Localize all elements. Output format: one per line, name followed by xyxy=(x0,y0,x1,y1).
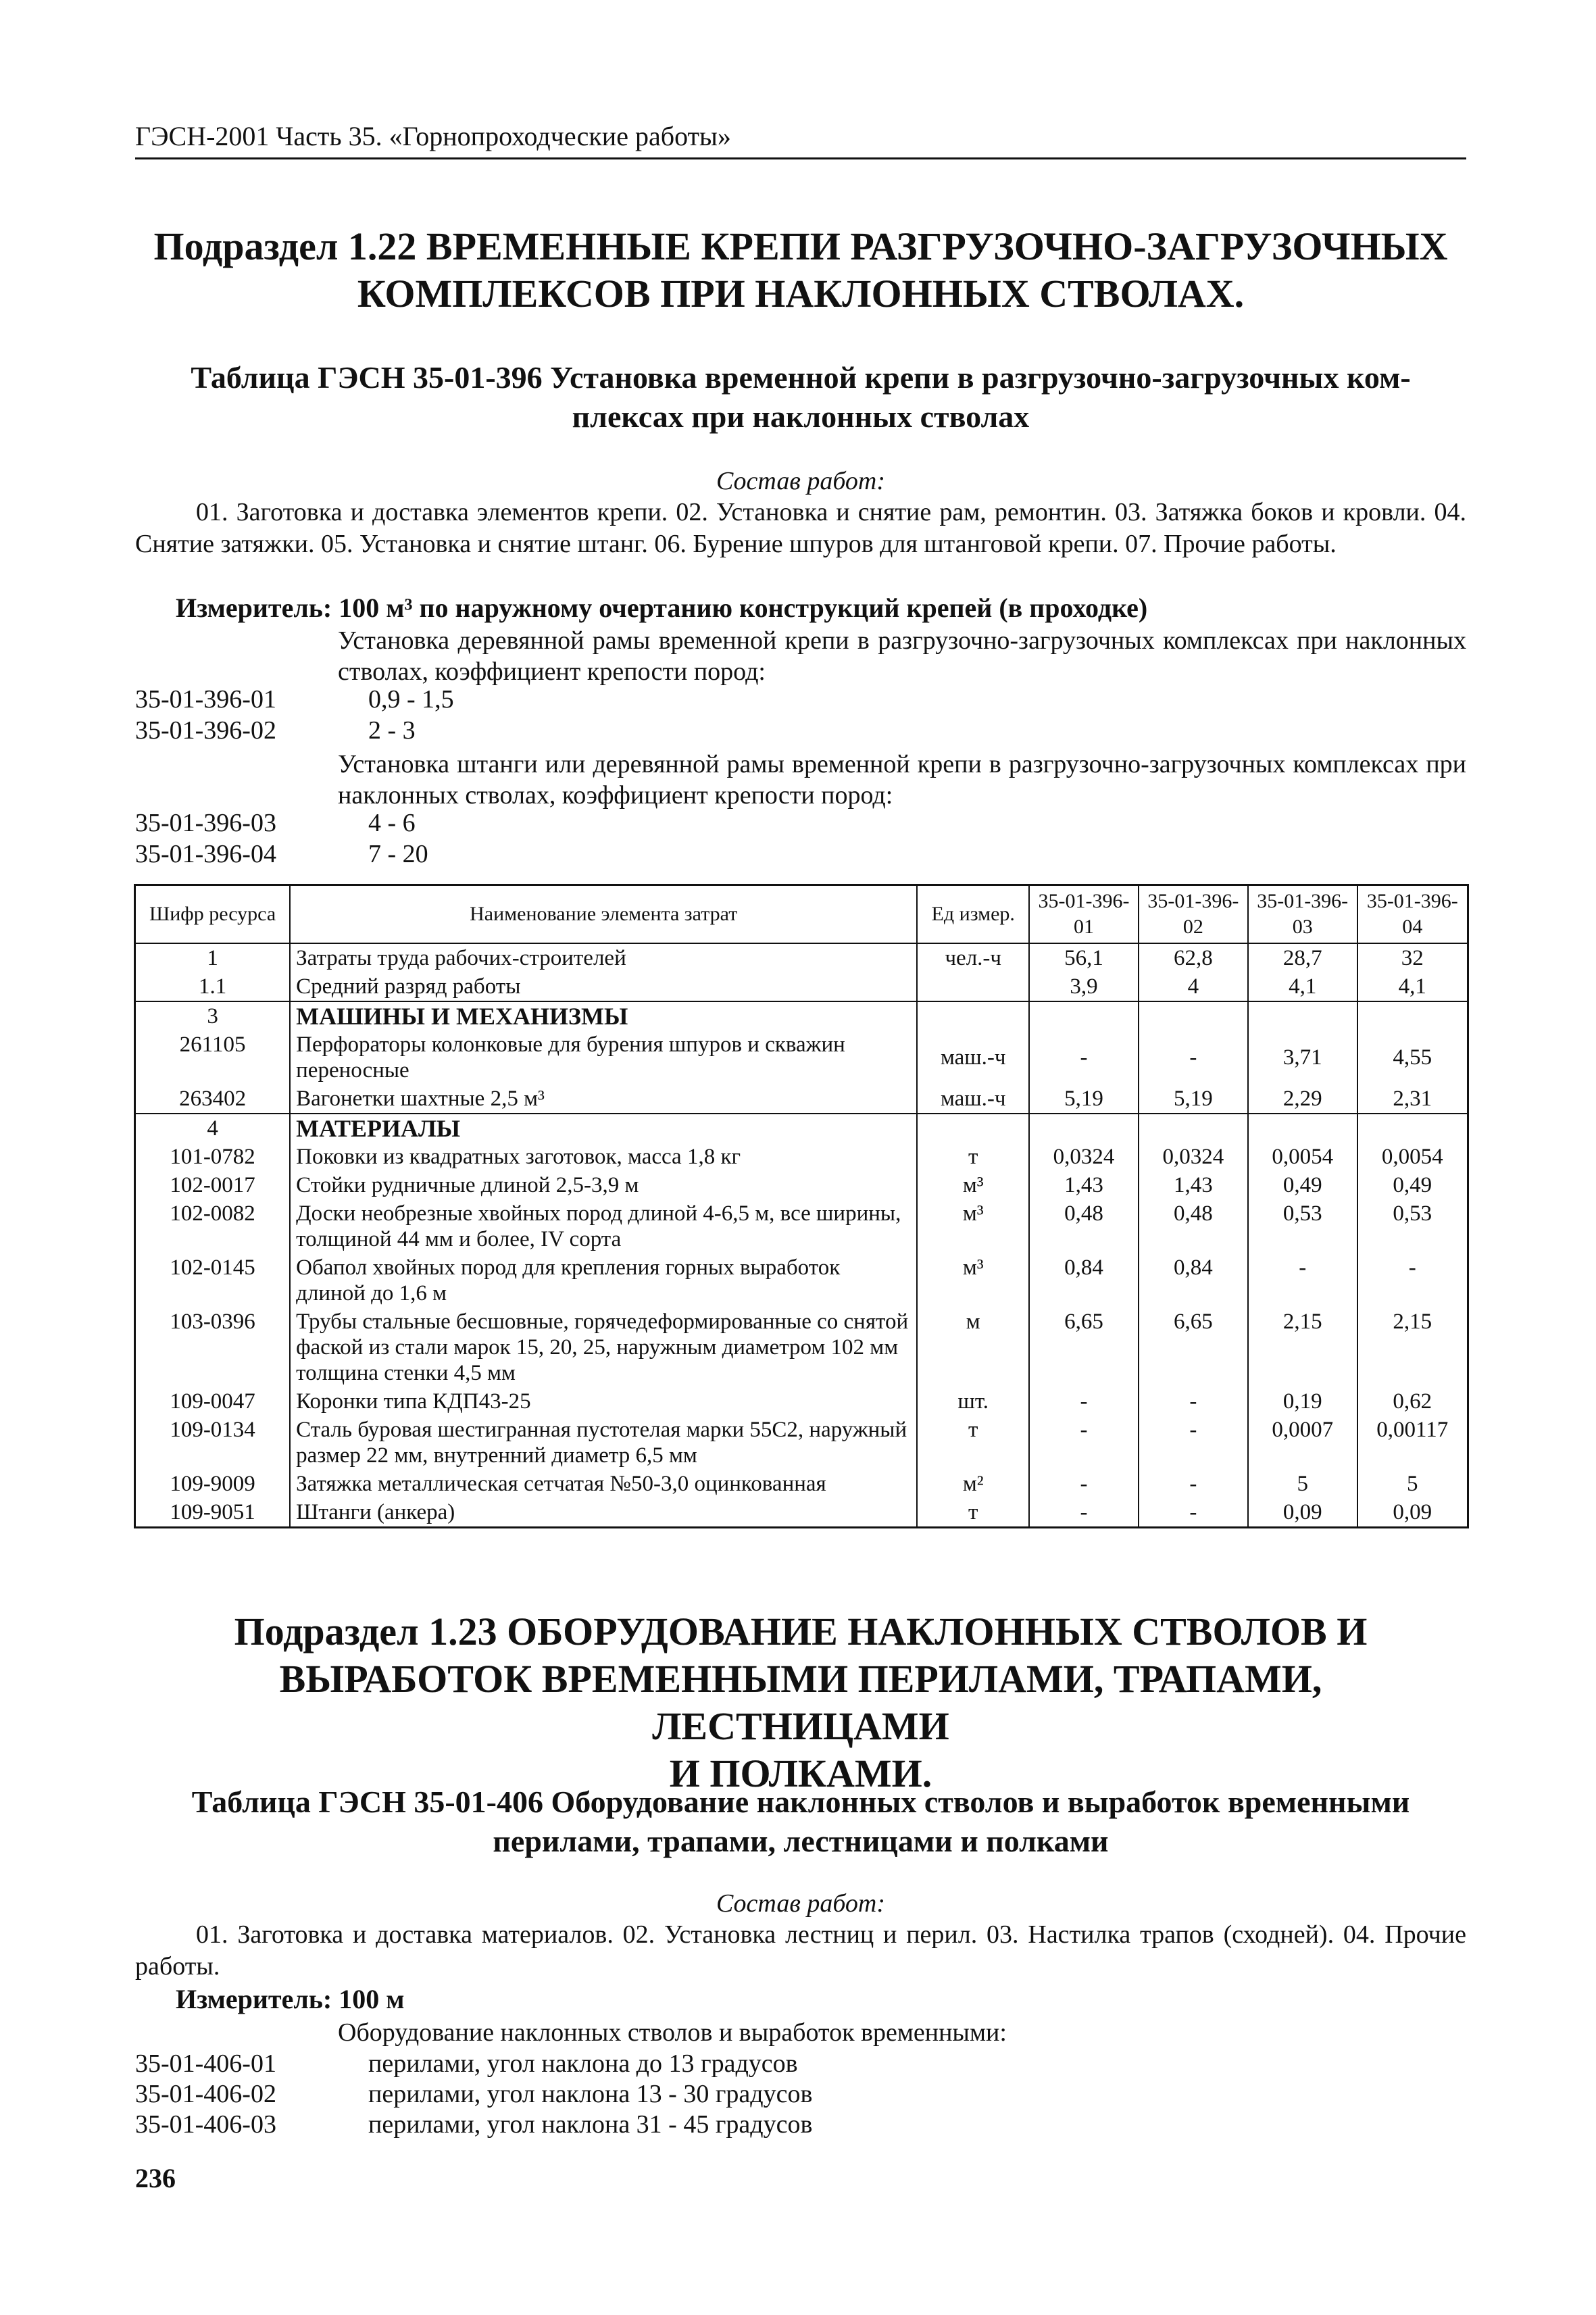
cell-value: 3,9 xyxy=(1029,972,1139,1001)
cell-code: 4 xyxy=(135,1114,291,1143)
cell-value: 0,62 xyxy=(1357,1387,1468,1416)
code-row xyxy=(135,2110,1466,2141)
cell-value: 2,15 xyxy=(1357,1308,1468,1387)
cell-unit: т xyxy=(917,1416,1029,1470)
cell-unit xyxy=(917,1114,1029,1143)
cell-value: - xyxy=(1139,1498,1248,1528)
cell-value: - xyxy=(1139,1470,1248,1498)
cell-value: 28,7 xyxy=(1248,943,1357,972)
header-code: Шифр ресурса xyxy=(135,885,291,944)
cell-name: Затяжка металлическая сетчатая №50-3,0 оцинкованная xyxy=(290,1470,917,1498)
cell-unit: м xyxy=(917,1308,1029,1387)
cell-name: Доски необрезные хвойных пород длиной 4-6,5 м, все ширины, толщиной 44 мм и более, IV сорта xyxy=(290,1199,917,1253)
code-number: 35-01-396-03 xyxy=(135,809,276,837)
cell-value: - xyxy=(1139,1387,1248,1416)
cell-unit: м³ xyxy=(917,1171,1029,1199)
cell-value: 5,19 xyxy=(1029,1085,1139,1114)
cell-name: Коронки типа КДП43-25 xyxy=(290,1387,917,1416)
code-number: 35-01-396-01 xyxy=(135,685,276,714)
table-row xyxy=(135,1308,1468,1387)
resource-table xyxy=(134,884,1469,1528)
cell-value: 4,1 xyxy=(1248,972,1357,1001)
cell-value: - xyxy=(1357,1253,1468,1308)
cell-value: 4,1 xyxy=(1357,972,1468,1001)
cell-unit: м³ xyxy=(917,1253,1029,1308)
cell-value: 1,43 xyxy=(1029,1171,1139,1199)
cell-code: 263402 xyxy=(135,1085,291,1114)
table-row xyxy=(135,1085,1468,1114)
work-composition-text: 01. Заготовка и доставка элементов крепи. 02. Установка и снятие рам, ремонтин. 03. Затяжка боков и кровли. 04. Снятие затяжки. 05. Установка и снятие штанг. 06. Бурение шпуров для штанговой крепи. 07. Прочие работы. xyxy=(135,498,1466,558)
cell-name: Штанги (анкера) xyxy=(290,1498,917,1528)
table-title-2 xyxy=(135,1783,1466,1861)
cell-code: 102-0017 xyxy=(135,1171,291,1199)
work-composition-caption: Состав работ: xyxy=(716,467,886,495)
section-title-line: ВЫРАБОТОК ВРЕМЕННЫМИ ПЕРИЛАМИ, ТРАПАМИ, ЛЕСТНИЦАМИ xyxy=(279,1657,1322,1748)
section-title-line: И ПОЛКАМИ. xyxy=(669,1751,932,1795)
section-title-line: Подраздел 1.23 ОБОРУДОВАНИЕ НАКЛОННЫХ СТВОЛОВ И xyxy=(234,1610,1368,1653)
code-row xyxy=(135,684,1466,716)
cell-value: 0,48 xyxy=(1029,1199,1139,1253)
header-col4: 35-01-396-04 xyxy=(1357,885,1468,944)
variant-description: Установка деревянной рамы временной крепи в разгрузочно-загрузочных комплексах при наклонных стволах, коэффициент крепости пород: xyxy=(338,626,1466,686)
cell-value: 0,00117 xyxy=(1357,1416,1468,1470)
cell-name: Стойки рудничные длиной 2,5-3,9 м xyxy=(290,1171,917,1199)
cell-name: Вагонетки шахтные 2,5 м³ xyxy=(290,1085,917,1114)
cell-value: 0,09 xyxy=(1248,1498,1357,1528)
cell-value xyxy=(1357,1114,1468,1143)
cell-code: 3 xyxy=(135,1001,291,1030)
page-number: 236 xyxy=(135,2163,176,2193)
cell-value: 5 xyxy=(1248,1470,1357,1498)
cell-unit xyxy=(917,972,1029,1001)
cell-value xyxy=(1248,1114,1357,1143)
cell-code: 1 xyxy=(135,943,291,972)
cell-unit xyxy=(917,1001,1029,1030)
code-value: перилами, угол наклона 31 - 45 градусов xyxy=(368,2110,813,2139)
table-row xyxy=(135,1387,1468,1416)
table-header-row xyxy=(135,885,1468,944)
header-col1: 35-01-396-01 xyxy=(1029,885,1139,944)
cell-unit: т xyxy=(917,1498,1029,1528)
table-row xyxy=(135,1143,1468,1171)
code-value: 4 - 6 xyxy=(368,809,416,837)
cell-code: 103-0396 xyxy=(135,1308,291,1387)
cell-code: 101-0782 xyxy=(135,1143,291,1171)
header-name: Наименование элемента затрат xyxy=(290,885,917,944)
cell-unit: маш.-ч xyxy=(917,1030,1029,1085)
cell-value: - xyxy=(1029,1387,1139,1416)
cell-value: 0,09 xyxy=(1357,1498,1468,1528)
cell-value: 4 xyxy=(1139,972,1248,1001)
table-group-row xyxy=(135,1114,1468,1143)
code-number: 35-01-406-03 xyxy=(135,2110,276,2139)
table-row xyxy=(135,1199,1468,1253)
cell-code: 109-0047 xyxy=(135,1387,291,1416)
cell-value: 5,19 xyxy=(1139,1085,1248,1114)
code-number: 35-01-406-01 xyxy=(135,2049,276,2078)
variant-description: Установка штанги или деревянной рамы временной крепи в разгрузочно-загрузочных комплексах при наклонных стволах, коэффициент крепости пород: xyxy=(338,750,1466,810)
cell-value: 2,29 xyxy=(1248,1085,1357,1114)
cell-value: - xyxy=(1029,1416,1139,1470)
cell-value: 0,84 xyxy=(1029,1253,1139,1308)
code-value: 2 - 3 xyxy=(368,716,416,745)
measure-line: Измеритель: 100 м³ по наружному очертанию конструкций крепей (в проходке) xyxy=(176,593,1148,623)
table-row xyxy=(135,1470,1468,1498)
cell-value: 0,49 xyxy=(1357,1171,1468,1199)
cell-unit: м² xyxy=(917,1470,1029,1498)
table-row xyxy=(135,972,1468,1001)
header-col2: 35-01-396-02 xyxy=(1139,885,1248,944)
table-title-1 xyxy=(135,358,1466,437)
cell-code: 102-0082 xyxy=(135,1199,291,1253)
cell-value: - xyxy=(1029,1030,1139,1085)
table-title-line: перилами, трапами, лестницами и полками xyxy=(493,1824,1109,1858)
cell-value: 2,31 xyxy=(1357,1085,1468,1114)
table-group-row xyxy=(135,1001,1468,1030)
cell-value: - xyxy=(1029,1498,1139,1528)
cell-value: 3,71 xyxy=(1248,1030,1357,1085)
cell-name: Сталь буровая шестигранная пустотелая марки 55С2, наружный размер 22 мм, внутренний диаметр 6,5 мм xyxy=(290,1416,917,1470)
table-title-line: плексах при наклонных стволах xyxy=(572,399,1030,434)
code-number: 35-01-406-02 xyxy=(135,2080,276,2108)
cell-value: 0,0054 xyxy=(1357,1143,1468,1171)
cell-value: 5 xyxy=(1357,1470,1468,1498)
running-header: ГЭСН-2001 Часть 35. «Горнопроходческие работы» xyxy=(135,120,1466,159)
section-title-line: Подраздел 1.22 ВРЕМЕННЫЕ КРЕПИ РАЗГРУЗОЧНО-ЗАГРУЗОЧНЫХ xyxy=(153,224,1448,268)
cell-name: Перфораторы колонковые для бурения шпуров и скважин переносные xyxy=(290,1030,917,1085)
cell-code: 109-9051 xyxy=(135,1498,291,1528)
table-row xyxy=(135,1498,1468,1528)
code-value: перилами, угол наклона до 13 градусов xyxy=(368,2049,798,2078)
cell-value: - xyxy=(1139,1030,1248,1085)
code-row xyxy=(135,808,1466,839)
cell-value xyxy=(1029,1001,1139,1030)
cell-value: - xyxy=(1029,1470,1139,1498)
section-title-1 xyxy=(135,223,1466,318)
cell-name: Обапол хвойных пород для крепления горных выработок длиной до 1,6 м xyxy=(290,1253,917,1308)
cell-unit: т xyxy=(917,1143,1029,1171)
cell-value: 6,65 xyxy=(1029,1308,1139,1387)
cell-value: 2,15 xyxy=(1248,1308,1357,1387)
table-row xyxy=(135,1253,1468,1308)
table-title-line: Таблица ГЭСН 35-01-396 Установка временной крепи в разгрузочно-загрузочных ком- xyxy=(191,360,1411,395)
cell-value: 0,84 xyxy=(1139,1253,1248,1308)
variant-description: Оборудование наклонных стволов и выработок временными: xyxy=(338,2018,1007,2047)
header-unit: Ед измер. xyxy=(917,885,1029,944)
cell-name: Затраты труда рабочих-строителей xyxy=(290,943,917,972)
work-composition-caption: Состав работ: xyxy=(716,1889,886,1918)
cell-value: 1,43 xyxy=(1139,1171,1248,1199)
section-title-2 xyxy=(135,1608,1466,1797)
code-value: 0,9 - 1,5 xyxy=(368,685,454,714)
code-number: 35-01-396-02 xyxy=(135,716,276,745)
cell-value: 4,55 xyxy=(1357,1030,1468,1085)
cell-value: 62,8 xyxy=(1139,943,1248,972)
measure-line: Измеритель: 100 м xyxy=(176,1984,405,2014)
table-title-line: Таблица ГЭСН 35-01-406 Оборудование наклонных стволов и выработок временными xyxy=(191,1785,1410,1819)
cell-value: 0,49 xyxy=(1248,1171,1357,1199)
section-title-line: КОМПЛЕКСОВ ПРИ НАКЛОННЫХ СТВОЛАХ. xyxy=(357,272,1245,316)
cell-value: 0,0324 xyxy=(1029,1143,1139,1171)
cell-name: Средний разряд работы xyxy=(290,972,917,1001)
cell-value: 56,1 xyxy=(1029,943,1139,972)
cell-name: Поковки из квадратных заготовок, масса 1,8 кг xyxy=(290,1143,917,1171)
code-number: 35-01-396-04 xyxy=(135,840,276,868)
cell-value: 0,19 xyxy=(1248,1387,1357,1416)
cell-unit: чел.-ч xyxy=(917,943,1029,972)
cell-code: 109-9009 xyxy=(135,1470,291,1498)
table-row xyxy=(135,1416,1468,1470)
cell-value: 32 xyxy=(1357,943,1468,972)
cell-value: - xyxy=(1139,1416,1248,1470)
code-value: 7 - 20 xyxy=(368,840,428,868)
code-row xyxy=(135,2079,1466,2110)
cell-code: 261105 xyxy=(135,1030,291,1085)
code-row xyxy=(135,2049,1466,2080)
code-row xyxy=(135,716,1466,747)
cell-name: Трубы стальные бесшовные, горячедеформированные со снятой фаской из стали марок 15, 20, 25, наружным диаметром 102 мм толщина стенки 4,5 мм xyxy=(290,1308,917,1387)
cell-group-name: МАТЕРИАЛЫ xyxy=(290,1114,917,1143)
code-row xyxy=(135,839,1466,870)
cell-group-name: МАШИНЫ И МЕХАНИЗМЫ xyxy=(290,1001,917,1030)
table-row xyxy=(135,1171,1468,1199)
cell-code: 1.1 xyxy=(135,972,291,1001)
cell-unit: маш.-ч xyxy=(917,1085,1029,1114)
cell-value xyxy=(1029,1114,1139,1143)
work-composition-text: 01. Заготовка и доставка материалов. 02. Установка лестниц и перил. 03. Настилка трапов (сходней). 04. Прочие работы. xyxy=(135,1920,1466,1981)
cell-value xyxy=(1139,1114,1248,1143)
cell-value: 0,53 xyxy=(1357,1199,1468,1253)
table-row xyxy=(135,1030,1468,1085)
cell-unit: шт. xyxy=(917,1387,1029,1416)
cell-value: 0,53 xyxy=(1248,1199,1357,1253)
header-col3: 35-01-396-03 xyxy=(1248,885,1357,944)
cell-value: 0,0054 xyxy=(1248,1143,1357,1171)
code-value: перилами, угол наклона 13 - 30 градусов xyxy=(368,2080,813,2108)
cell-code: 109-0134 xyxy=(135,1416,291,1470)
cell-value: - xyxy=(1248,1253,1357,1308)
cell-value xyxy=(1248,1001,1357,1030)
cell-value: 0,0324 xyxy=(1139,1143,1248,1171)
table-row xyxy=(135,943,1468,972)
cell-value: 6,65 xyxy=(1139,1308,1248,1387)
cell-value: 0,0007 xyxy=(1248,1416,1357,1470)
cell-code: 102-0145 xyxy=(135,1253,291,1308)
cell-unit: м³ xyxy=(917,1199,1029,1253)
cell-value: 0,48 xyxy=(1139,1199,1248,1253)
cell-value xyxy=(1139,1001,1248,1030)
cell-value xyxy=(1357,1001,1468,1030)
